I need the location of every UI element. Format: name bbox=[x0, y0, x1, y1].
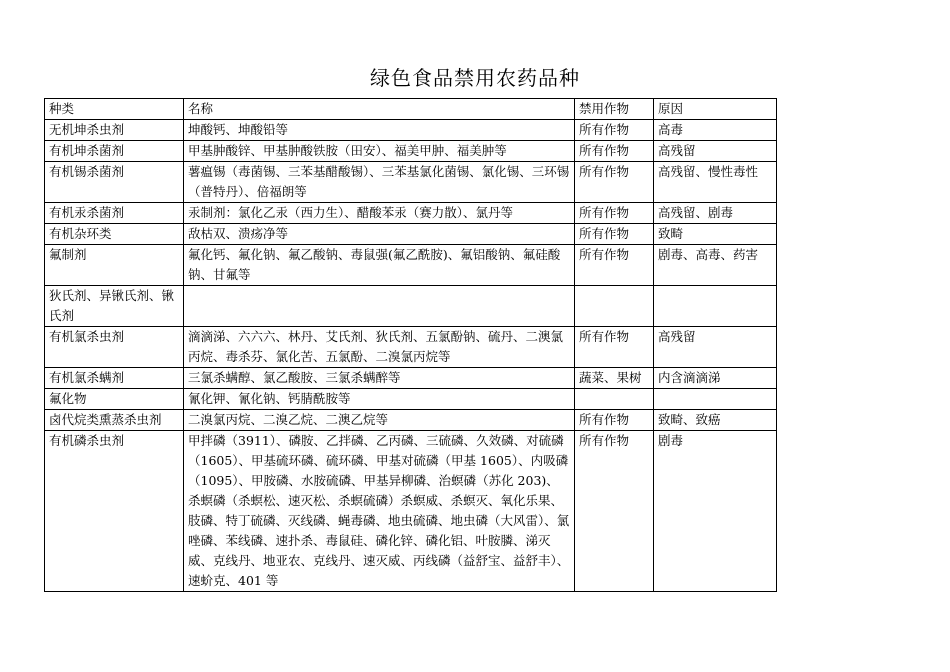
header-name: 名称 bbox=[184, 99, 575, 120]
cell-crops: 所有作物 bbox=[575, 141, 654, 162]
cell-crops: 所有作物 bbox=[575, 162, 654, 203]
cell-names: 敌枯双、溃疡净等 bbox=[184, 224, 575, 245]
cell-crops: 所有作物 bbox=[575, 245, 654, 286]
cell-reason: 高毒 bbox=[654, 120, 777, 141]
cell-names: 滴滴涕、六六六、林丹、艾氏剂、狄氏剂、五氯酚钠、硫丹、二澳氯丙烷、毒杀芬、氯化苦、五氯酚、二溴氯丙烷等 bbox=[184, 327, 575, 368]
table-row bbox=[45, 120, 777, 141]
cell-names: 氰化钾、氰化钠、钙腈酰胺等 bbox=[184, 389, 575, 410]
table-row bbox=[45, 368, 777, 389]
cell-reason: 内含滴滴涕 bbox=[654, 368, 777, 389]
cell-type: 有机坤杀菌剂 bbox=[45, 141, 184, 162]
cell-crops: 所有作物 bbox=[575, 327, 654, 368]
cell-names: 三氯杀螨醇、氯乙酸胺、三氯杀螨醉等 bbox=[184, 368, 575, 389]
cell-reason bbox=[654, 286, 777, 327]
cell-crops: 所有作物 bbox=[575, 203, 654, 224]
cell-names: 氟化钙、氟化钠、氟乙酸钠、毒鼠强(氟乙酰胺)、氟铝酸钠、氟硅酸钠、甘氟等 bbox=[184, 245, 575, 286]
cell-reason: 致畸、致癌 bbox=[654, 410, 777, 431]
pesticide-table bbox=[44, 98, 777, 592]
cell-reason: 高残留 bbox=[654, 141, 777, 162]
table-row bbox=[45, 286, 777, 327]
cell-reason: 剧毒、高毒、药害 bbox=[654, 245, 777, 286]
cell-type: 狄氏剂、异锹氏剂、锹氏剂 bbox=[45, 286, 184, 327]
table-row bbox=[45, 410, 777, 431]
cell-names: 甲基肿酸锌、甲基肿酸铁胺（田安）、福美甲肿、福美肿等 bbox=[184, 141, 575, 162]
cell-type: 有机汞杀菌剂 bbox=[45, 203, 184, 224]
table-row bbox=[45, 224, 777, 245]
cell-crops bbox=[575, 389, 654, 410]
cell-names: 二溴氯丙烷、二溴乙烷、二澳乙烷等 bbox=[184, 410, 575, 431]
cell-reason: 高残留、剧毒 bbox=[654, 203, 777, 224]
cell-crops: 所有作物 bbox=[575, 224, 654, 245]
table-row bbox=[45, 141, 777, 162]
cell-type: 无机坤杀虫剂 bbox=[45, 120, 184, 141]
header-crops: 禁用作物 bbox=[575, 99, 654, 120]
cell-crops: 蔬菜、果树 bbox=[575, 368, 654, 389]
cell-reason: 剧毒 bbox=[654, 431, 777, 592]
cell-type: 有机杂环类 bbox=[45, 224, 184, 245]
cell-crops: 所有作物 bbox=[575, 431, 654, 592]
cell-reason: 致畸 bbox=[654, 224, 777, 245]
cell-type: 有机氯杀螨剂 bbox=[45, 368, 184, 389]
cell-names: 薯瘟锡（毒菌锡、三苯基醋酸锡）、三苯基氯化菌锡、氯化锡、三环锡（普特丹）、倍福朗等 bbox=[184, 162, 575, 203]
cell-names: 坤酸钙、坤酸铅等 bbox=[184, 120, 575, 141]
cell-reason bbox=[654, 389, 777, 410]
cell-type: 卤代烷类熏蒸杀虫剂 bbox=[45, 410, 184, 431]
cell-type: 有机氯杀虫剂 bbox=[45, 327, 184, 368]
table-row bbox=[45, 203, 777, 224]
document-title: 绿色食品禁用农药品种 bbox=[370, 66, 580, 90]
table-row bbox=[45, 389, 777, 410]
table-header-row bbox=[45, 99, 777, 120]
cell-type: 有机磷杀虫剂 bbox=[45, 431, 184, 592]
cell-crops: 所有作物 bbox=[575, 410, 654, 431]
header-type: 种类 bbox=[45, 99, 184, 120]
header-reason: 原因 bbox=[654, 99, 777, 120]
cell-type: 氟制剂 bbox=[45, 245, 184, 286]
table-row bbox=[45, 162, 777, 203]
cell-names: 甲拌磷（3911）、磷胺、乙拌磷、乙丙磷、三硫磷、久效磷、对硫磷（1605）、甲基硫环磷、硫环磷、甲基对硫磷（甲基 1605）、内吸磷（1095）、甲胺磷、水胺硫磷、甲基异柳磷、治螟磷（苏化 203)、杀螟磷（杀螟松、速灭松、杀螟硫磷）杀螟威、杀螟灭、氧化乐果、肢磷、特丁硫磷、灭线磷、蝇毒磷、地虫硫磷、地虫磷（大风雷）、氯唑磷、苯线磷、速扑杀、毒鼠硅、磷化锌、磷化铝、叶胺膦、涕灭威、克线丹、地亚农、克线丹、速灭威、丙线磷（益舒宝、益舒丰）、速蚧克、401 等 bbox=[184, 431, 575, 592]
cell-crops: 所有作物 bbox=[575, 120, 654, 141]
cell-reason: 高残留、慢性毒性 bbox=[654, 162, 777, 203]
cell-type: 氟化物 bbox=[45, 389, 184, 410]
cell-type: 有机锡杀菌剂 bbox=[45, 162, 184, 203]
cell-names bbox=[184, 286, 575, 327]
cell-reason: 高残留 bbox=[654, 327, 777, 368]
cell-names: 汞制剂：氯化乙汞（西力生）、醋酸苯汞（赛力散）、氯丹等 bbox=[184, 203, 575, 224]
cell-crops bbox=[575, 286, 654, 327]
table-row bbox=[45, 245, 777, 286]
table-row bbox=[45, 431, 777, 592]
table-row bbox=[45, 327, 777, 368]
